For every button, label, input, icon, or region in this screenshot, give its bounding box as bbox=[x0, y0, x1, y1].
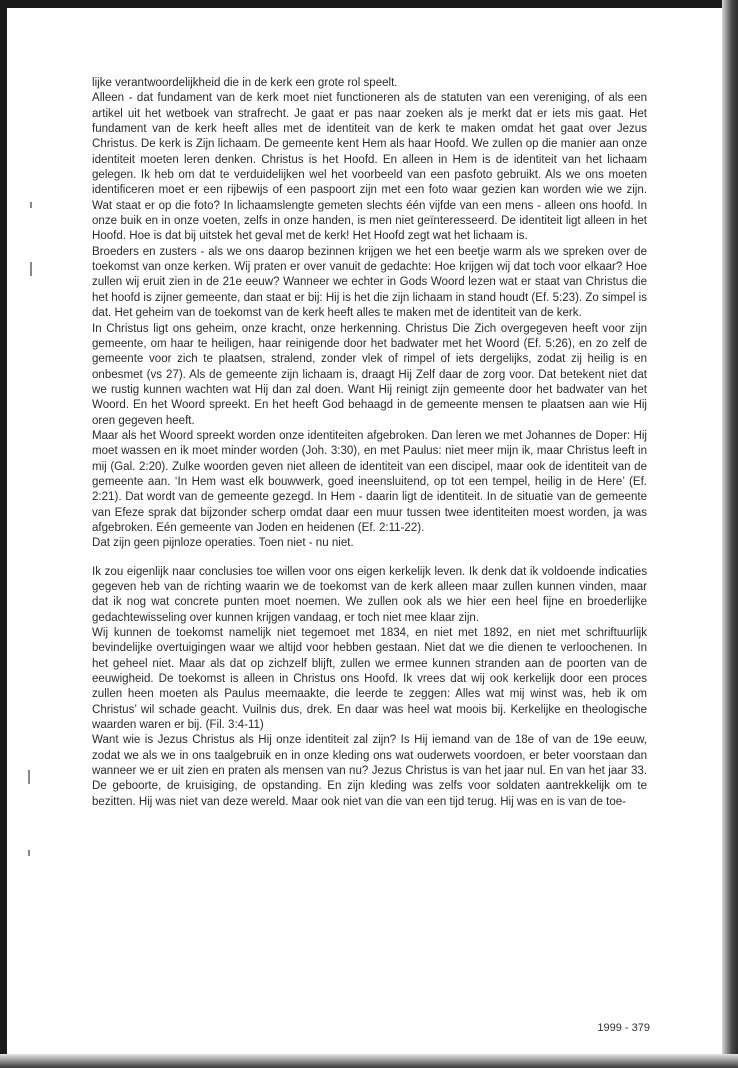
margin-mark bbox=[30, 262, 32, 276]
margin-mark bbox=[28, 770, 30, 784]
paragraph: Ik zou eigenlijk naar conclusies toe willen voor ons eigen kerkelijk leven. Ik denk dat ik voldoende indicaties gegeven heb van de richting waarin we de toekomst van de kerk alleen maar zullen kunnen vinden, maar dat ik nog wat concrete punten moet noemen. We zullen ook als we hier een heel fijne en broederlijke gedachtewisseling over kunnen krijgen vandaag, er toch niet mee klaar zijn. bbox=[92, 565, 647, 624]
paragraph: Maar als het Woord spreekt worden onze identiteiten afgebroken. Dan leren we met Johannes de Doper: Hij moet wassen en ik moet minder worden (Joh. 3:30), en met Paulus: niet meer mijn ik, maar Christus leeft in mij (Gal. 2:20). Zulke woorden geven niet alleen de identiteit van een discipel, maar ook de identiteit van de gemeente aan. ‘In Hem wast elk bouwwerk, goed ineensluitend, op tot een tempel, heilig in de Here’ (Ef. 2:21). Dat wordt van de gemeente gezegd. In Hem - daarin ligt de identiteit. In de situatie van de gemeente van Efeze sprak dat bijzonder scherp omdat daar een muur tussen twee identiteiten moest worden, ja was afgebroken. Eén gemeente van Joden en heidenen (Ef. 2:11-22). bbox=[92, 429, 647, 534]
scan-edge-left bbox=[0, 0, 7, 1068]
margin-mark bbox=[30, 202, 32, 208]
page-number: 1999 - 379 bbox=[597, 1022, 650, 1034]
paragraph: In Christus ligt ons geheim, onze kracht, onze herkenning. Christus Die Zich overgegeven heeft voor zijn gemeente, om haar te heiligen, haar reinigende door het badwater met het Woord (Ef. 5:26), en zo zelf de gemeente voor zich te plaatsen, stralend, zonder vlek of rimpel of iets dergelijks, zodat zij heilig is en onbesmet (vs 27). Als de gemeente zijn lichaam is, draagt Hij Zelf daar de zorg voor. Dat betekent niet dat we rustig kunnen wachten wat Hij dan zal doen. Want Hij reinigt zijn gemeente door het badwater van het Woord. En het Woord spreekt. En het heeft God behaagd in de gemeente mensen te plaatsen aan wie Hij oren gegeven heeft. bbox=[92, 322, 647, 427]
scan-edge-bottom bbox=[0, 1054, 738, 1068]
paragraph: Wij kunnen de toekomst namelijk niet tegemoet met 1834, en niet met 1892, en niet met schriftuurlijk bevindelijke overtuigingen waar we altijd voor hebben gestaan. Niet dat we die dienen te verloochenen. In het geheel niet. Maar als dat op zichzelf blijft, zullen we ermee kunnen stranden aan de poorten van de eeuwigheid. De toekomst is alleen in Christus ons Hoofd. Ik vrees dat wij ook kerkelijk door een proces zullen heen moeten als Paulus meemaakte, die leerde te zeggen: Alles wat mij winst was, heb ik om Christus’ wil schade geacht. Vuilnis dus, drek. En daar was heel wat moois bij. Kerkelijke en theologische waarden waren er bij. (Fil. 3:4-11) bbox=[92, 627, 647, 732]
paragraph: lijke verantwoordelijkheid die in de kerk een grote rol speelt. bbox=[92, 77, 398, 89]
paragraph: Alleen - dat fundament van de kerk moet niet functioneren als de statuten van een vereniging, of als een artikel uit het wetboek van strafrecht. Je gaat er pas naar zoeken als je merkt dat er iets mis gaat. Het fundament van de kerk heeft alles met de identiteit van de kerk te maken omdat het gaat over Jezus Christus. De kerk is Zijn lichaam. De gemeente kent Hem als haar Hoofd. We zullen op die manier aan onze identiteit moeten leren denken. Christus is het Hoofd. En alleen in Hem is de identiteit van het lichaam gelegen. Ik heb om dat te verduidelijken wel het voorbeeld van een pasfoto gebruikt. Als we ons moeten identificeren moet er een rijbewijs of een paspoort zijn met een foto waar gezien kan worden wie we zijn. Wat staat er op die foto? In lichaamslengte gemeten slechts één vijfde van een mens - alleen ons hoofd. In onze buik en in onze voeten, zelfs in onze handen, is men niet geïnteresseerd. De identiteit ligt alleen in het Hoofd. Hoe is dat bij uitstek het geval met de kerk! Het Hoofd zegt wat het lichaam is. bbox=[92, 92, 647, 243]
margin-mark bbox=[28, 850, 30, 856]
section-gap bbox=[92, 552, 647, 565]
paragraph: Want wie is Jezus Christus als Hij onze identiteit zal zijn? Is Hij iemand van de 18e of van de 19e eeuw, zodat we als we in ons taalgebruik en in onze kleding ons wat ouderwets voordoen, er beter voorstaan dan wanneer we er uit zien en praten als mensen van nu? Jezus Christus is van het jaar nul. En van het jaar 33. De geboorte, de kruisiging, de opstanding. En zijn kleding was zelfs voor soldaten aantrekkelijk om te bezitten. Hij was niet van deze wereld. Maar ook niet van die van een tijd terug. Hij was en is van de toe- bbox=[92, 734, 647, 808]
paragraph: Broeders en zusters - als we ons daarop bezinnen krijgen we het een beetje warm als we spreken over de toekomst van onze kerken. Wij praten er over vanuit de gedachte: Hoe krijgen wij dat toch voor elkaar? Hoe zullen wij eruit zien in de 21e eeuw? Wanneer we echter in Gods Woord lezen wat er staat van Christus die het hoofd is zijner gemeente, dan staat er bij: Hij is het die zijn lichaam in stand houdt (Ef. 5:23). Zo simpel is dat. Het geheim van de toekomst van de kerk heeft alles te maken met de identiteit van de kerk. bbox=[92, 245, 647, 320]
paragraph: Dat zijn geen pijnloze operaties. Toen niet - nu niet. bbox=[92, 537, 354, 550]
scan-edge-right bbox=[722, 0, 738, 1068]
scan-edge-top bbox=[0, 0, 738, 8]
article-body bbox=[92, 76, 647, 810]
